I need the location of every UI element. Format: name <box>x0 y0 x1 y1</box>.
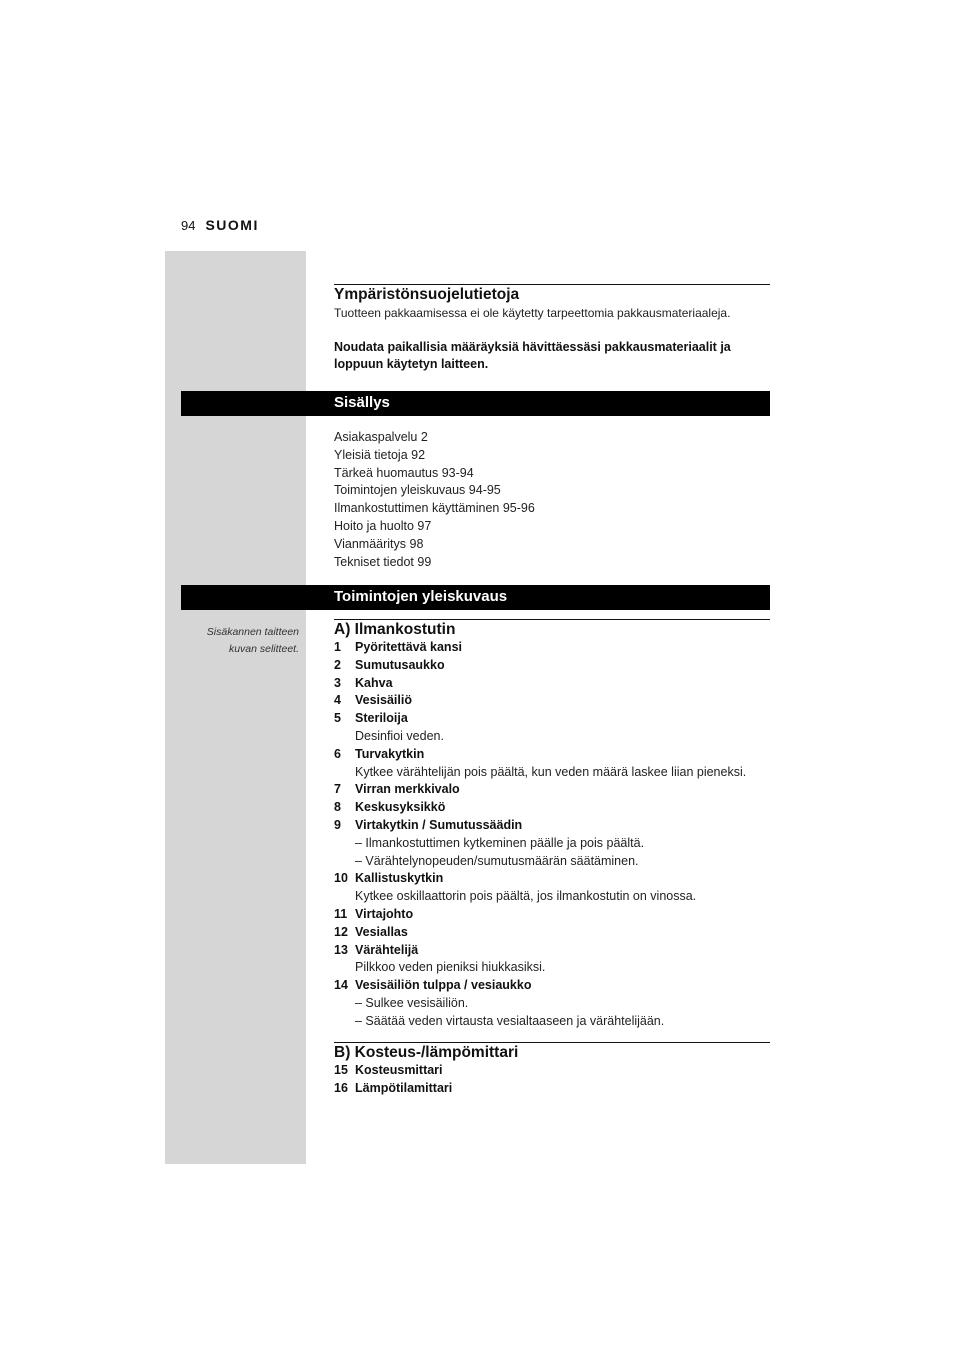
item-description: Kytkee värähtelijän pois päältä, kun veden määrä laskee liian pieneksi. <box>355 764 747 779</box>
item-label: Lämpötilamittari <box>355 1080 453 1095</box>
overview-bar <box>181 585 770 610</box>
list-item <box>334 906 770 924</box>
environment-notice: Noudata paikallisia määräyksiä hävittäessäsi pakkausmateriaalit ja loppuun käytetyn laitteen. <box>334 340 731 371</box>
environment-text: Tuotteen pakkaamisessa ei ole käytetty tarpeettomia pakkausmateriaaleja. <box>334 306 731 320</box>
list-item <box>334 1062 770 1080</box>
item-description: – Sulkee vesisäiliön. <box>355 995 469 1010</box>
sidebar-column <box>165 251 306 1164</box>
toc-item: Tekniset tiedot 99 <box>334 554 432 569</box>
item-label: Kahva <box>355 675 393 690</box>
side-note <box>170 624 299 658</box>
item-number: 11 <box>334 906 348 921</box>
contents-list <box>334 429 770 571</box>
toc-item: Tärkeä huomautus 93-94 <box>334 465 474 480</box>
list-item <box>334 710 770 746</box>
list-item <box>334 692 770 710</box>
page-number: 94 <box>181 218 196 233</box>
item-number: 9 <box>334 817 341 832</box>
item-label: Sumutusaukko <box>355 657 445 672</box>
item-number: 3 <box>334 675 341 690</box>
item-number: 13 <box>334 942 348 957</box>
item-number: 6 <box>334 746 341 761</box>
overview-title: Toimintojen yleiskuvaus <box>334 588 508 605</box>
toc-item: Vianmääritys 98 <box>334 536 424 551</box>
contents-title: Sisällys <box>334 394 390 411</box>
contents-bar <box>181 391 770 416</box>
toc-item: Toimintojen yleiskuvaus 94-95 <box>334 483 501 498</box>
item-number: 7 <box>334 782 341 797</box>
section-a <box>334 621 770 1031</box>
item-number: 5 <box>334 711 341 726</box>
section-b-title: B) Kosteus-/lämpömittari <box>334 1044 519 1061</box>
language-label: SUOMI <box>205 217 259 233</box>
list-item <box>334 639 770 657</box>
toc-item: Yleisiä tietoja 92 <box>334 447 426 462</box>
list-item <box>334 657 770 675</box>
section-divider <box>334 284 770 285</box>
item-label: Vesisäiliö <box>355 693 412 708</box>
page-header <box>181 217 259 233</box>
list-item <box>334 781 770 799</box>
item-description: Desinfioi veden. <box>355 728 444 743</box>
toc-item: Ilmankostuttimen käyttäminen 95-96 <box>334 501 535 516</box>
item-label: Virran merkkivalo <box>355 782 460 797</box>
item-number: 2 <box>334 657 341 672</box>
side-note-line: Sisäkannen taitteen <box>206 626 299 638</box>
list-item <box>334 817 770 870</box>
side-note-line: kuvan selitteet. <box>228 643 299 655</box>
list-item <box>334 977 770 1030</box>
item-description: Pilkkoo veden pieniksi hiukkasiksi. <box>355 960 546 975</box>
item-label: Kallistuskytkin <box>355 871 444 886</box>
list-item <box>334 675 770 693</box>
item-label: Steriloija <box>355 711 408 726</box>
environment-section <box>334 286 770 373</box>
item-number: 16 <box>334 1080 348 1095</box>
toc-item: Hoito ja huolto 97 <box>334 518 432 533</box>
item-number: 1 <box>334 640 341 654</box>
item-label: Värähtelijä <box>355 942 419 957</box>
section-a-title: A) Ilmankostutin <box>334 621 456 638</box>
list-item <box>334 942 770 978</box>
environment-title: Ympäristönsuojelutietoja <box>334 286 520 303</box>
section-a-list <box>334 639 770 1031</box>
item-number: 14 <box>334 978 348 993</box>
item-number: 10 <box>334 871 348 886</box>
list-item <box>334 799 770 817</box>
item-label: Vesisäiliön tulppa / vesiaukko <box>355 978 532 993</box>
toc-item: Asiakaspalvelu 2 <box>334 430 428 444</box>
item-label: Virtajohto <box>355 906 414 921</box>
item-description: Kytkee oskillaattorin pois päältä, jos ilmankostutin on vinossa. <box>355 889 697 904</box>
item-number: 12 <box>334 924 348 939</box>
section-b-list <box>334 1062 770 1098</box>
list-item <box>334 1080 770 1098</box>
item-description: – Värähtelynopeuden/sumutusmäärän säätäminen. <box>355 853 639 868</box>
item-label: Turvakytkin <box>355 746 425 761</box>
item-number: 8 <box>334 800 341 815</box>
item-label: Pyöritettävä kansi <box>355 640 462 654</box>
item-label: Kosteusmittari <box>355 1063 443 1077</box>
item-description: – Säätää veden virtausta vesialtaaseen ja värähtelijään. <box>355 1013 665 1028</box>
section-b <box>334 1044 770 1098</box>
item-label: Vesiallas <box>355 924 408 939</box>
list-item <box>334 746 770 782</box>
section-divider <box>334 1042 770 1043</box>
item-description: – Ilmankostuttimen kytkeminen päälle ja pois päältä. <box>355 835 645 850</box>
item-number: 4 <box>334 693 341 708</box>
list-item <box>334 870 770 906</box>
item-label: Virtakytkin / Sumutussäädin <box>355 817 523 832</box>
section-divider <box>334 619 770 620</box>
item-label: Keskusyksikkö <box>355 800 446 815</box>
list-item <box>334 924 770 942</box>
item-number: 15 <box>334 1063 348 1077</box>
